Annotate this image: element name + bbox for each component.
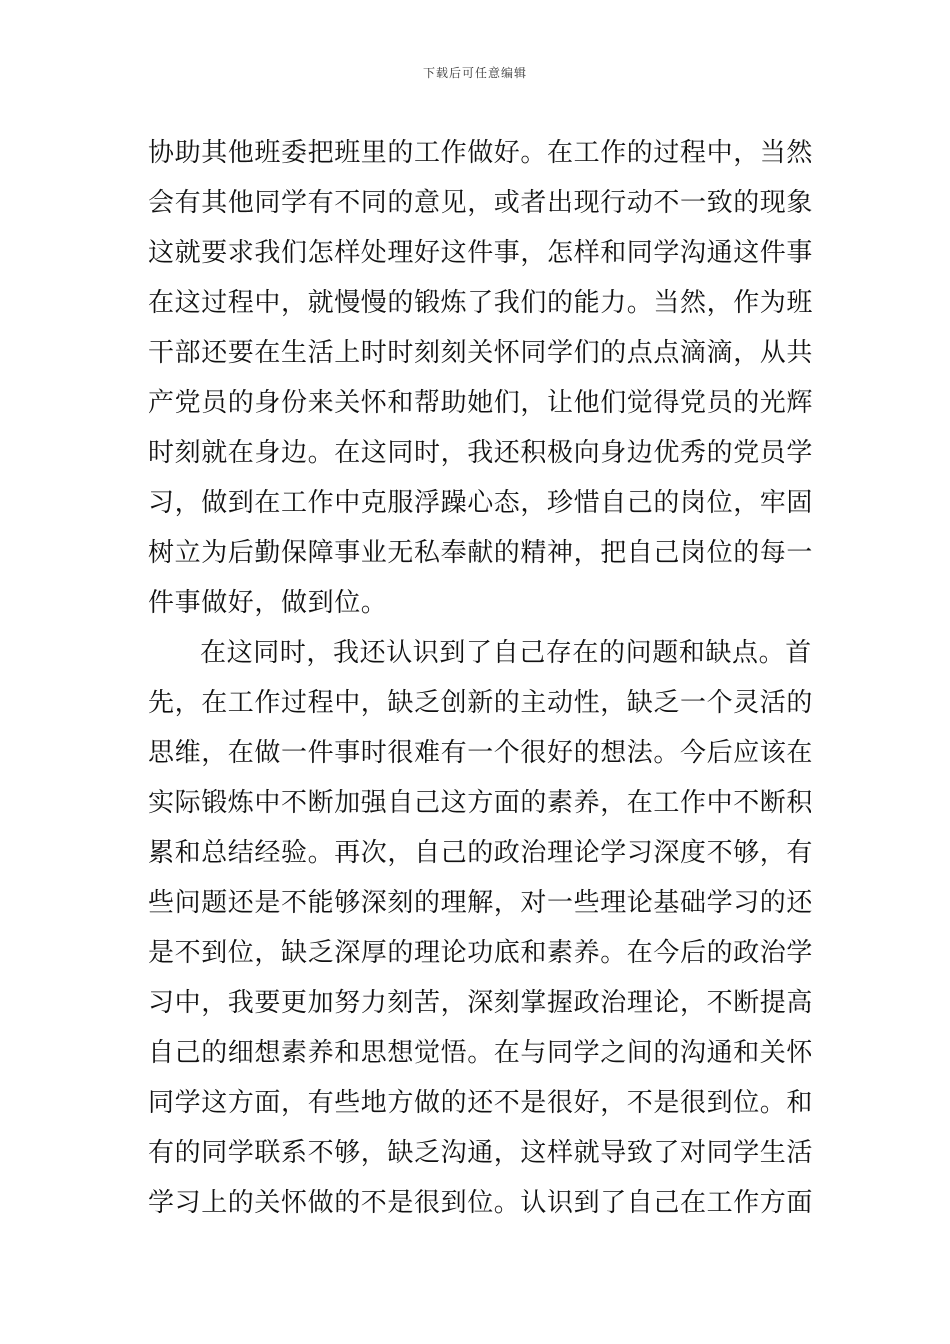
paragraph-2 [148, 628, 812, 1228]
text-line: 在这过程中，就慢慢的锻炼了我们的能力。当然，作为班 [148, 288, 814, 318]
text-line: 思维，在做一件事时很难有一个很好的想法。今后应该在 [148, 738, 814, 768]
text-line: 这就要求我们怎样处理好这件事，怎样和同学沟通这件事 [148, 238, 814, 268]
text-line: 些问题还是不能够深刻的理解，对一些理论基础学习的还 [148, 888, 814, 918]
document-body [148, 128, 812, 1228]
text-line: 干部还要在生活上时时刻刻关怀同学们的点点滴滴，从共 [148, 338, 814, 368]
header-note: 下载后可任意编辑 [422, 66, 527, 80]
text-line: 件事做好，做到位。 [148, 588, 388, 618]
text-line: 会有其他同学有不同的意见，或者出现行动不一致的现象 [148, 188, 814, 218]
text-line: 先，在工作过程中，缺乏创新的主动性，缺乏一个灵活的 [148, 688, 814, 718]
text-line: 是不到位，缺乏深厚的理论功底和素养。在今后的政治学 [148, 938, 814, 968]
text-line: 实际锻炼中不断加强自己这方面的素养，在工作中不断积 [148, 788, 814, 818]
paragraph-1 [148, 128, 812, 628]
text-line: 自己的细想素养和思想觉悟。在与同学之间的沟通和关怀 [148, 1038, 814, 1068]
text-line: 习，做到在工作中克服浮躁心态，珍惜自己的岗位，牢固 [148, 488, 814, 518]
text-line: 在这同时，我还认识到了自己存在的问题和缺点。首 [200, 638, 812, 668]
text-line: 树立为后勤保障事业无私奉献的精神，把自己岗位的每一 [148, 538, 814, 568]
text-line: 同学这方面，有些地方做的还不是很好，不是很到位。和 [148, 1088, 814, 1118]
text-line: 学习上的关怀做的不是很到位。认识到了自己在工作方面 [148, 1188, 814, 1218]
text-line: 产党员的身份来关怀和帮助她们，让他们觉得党员的光辉 [148, 388, 814, 418]
text-line: 累和总结经验。再次，自己的政治理论学习深度不够，有 [148, 838, 814, 868]
text-line: 有的同学联系不够，缺乏沟通，这样就导致了对同学生活 [148, 1138, 814, 1168]
text-line: 协助其他班委把班里的工作做好。在工作的过程中，当然 [148, 138, 814, 168]
text-line: 习中，我要更加努力刻苦，深刻掌握政治理论，不断提高 [148, 988, 814, 1018]
text-line: 时刻就在身边。在这同时，我还积极向身边优秀的党员学 [148, 438, 814, 468]
